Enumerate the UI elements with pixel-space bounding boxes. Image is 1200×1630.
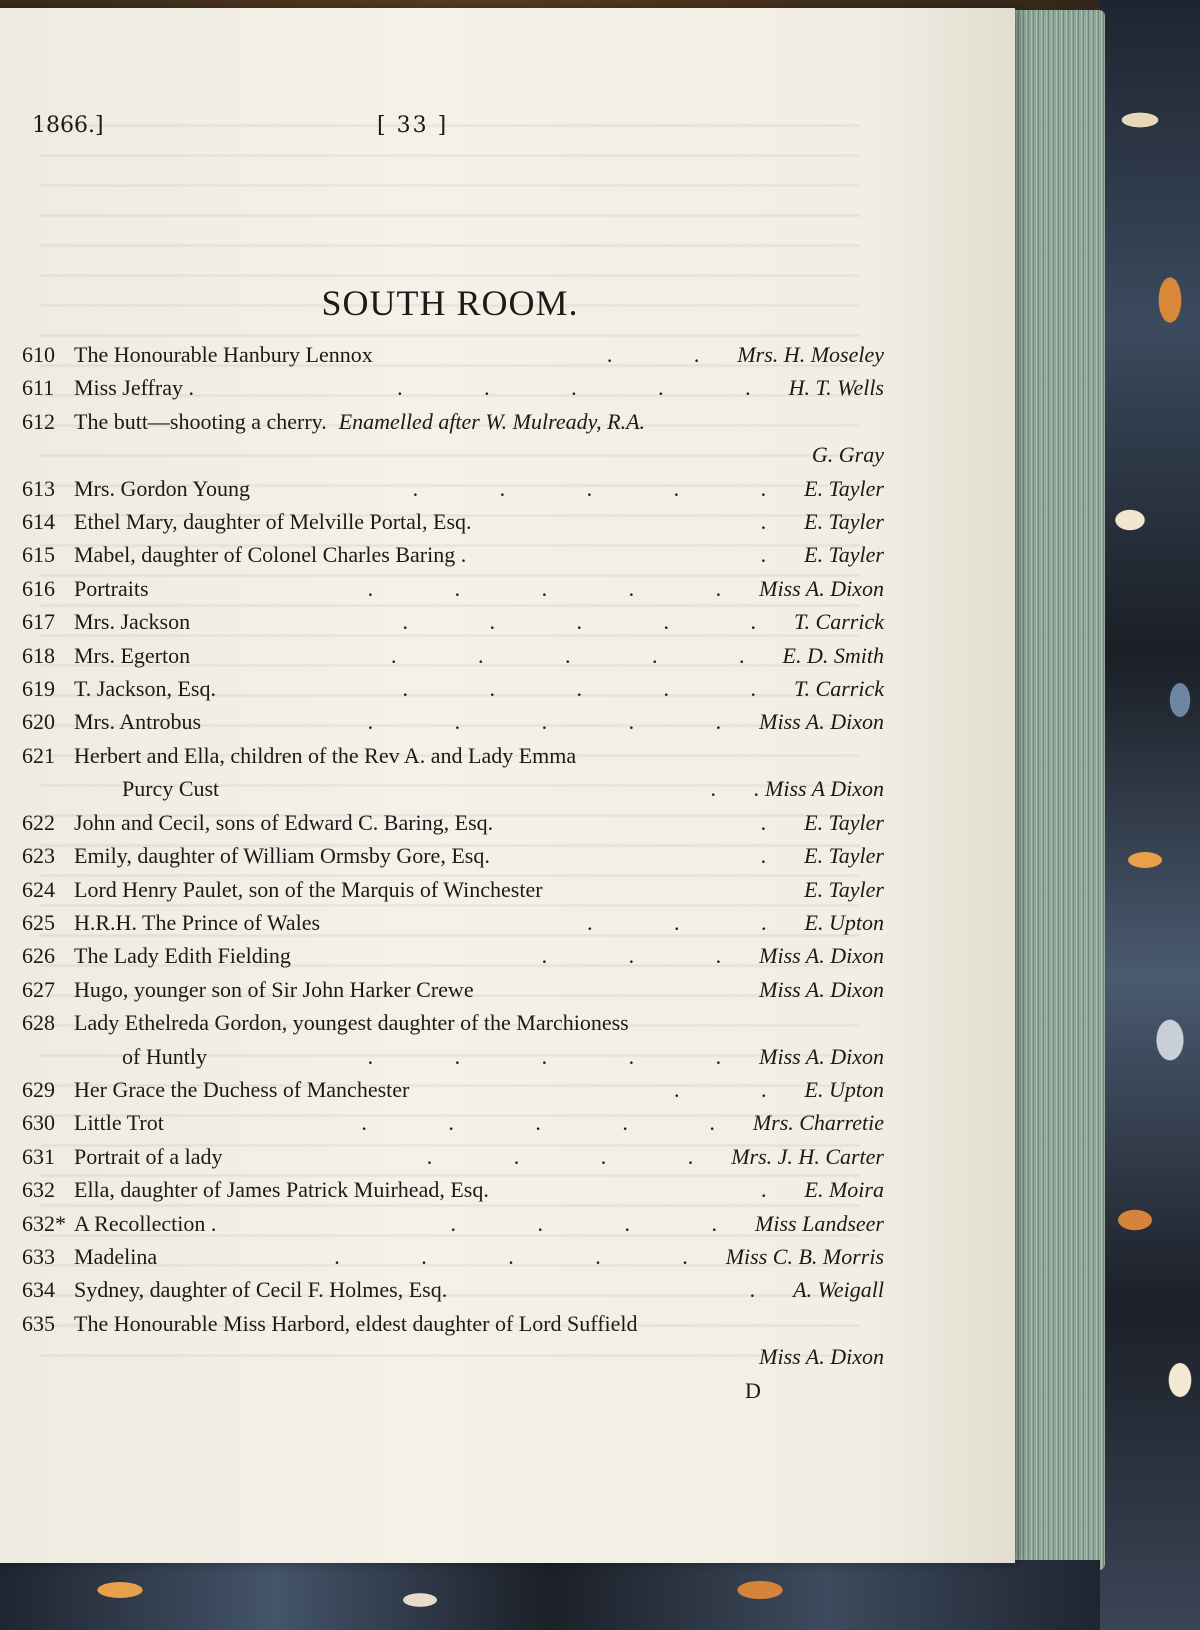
entry-artist: E. Tayler <box>804 876 884 902</box>
entry-line <box>22 973 884 1006</box>
catalogue-entry <box>22 1173 884 1206</box>
catalogue-entry <box>22 338 884 371</box>
entry-line <box>22 739 884 772</box>
entry-line <box>22 371 884 404</box>
entry-number: 628 <box>22 1010 55 1036</box>
dot-leader: . <box>760 843 805 869</box>
entry-title: Little Trot <box>74 1110 164 1136</box>
entry-title: The Lady Edith Fielding <box>74 943 291 969</box>
catalogue-entry <box>22 505 884 538</box>
entry-number: 611 <box>22 375 55 401</box>
catalogue-entry <box>22 1140 884 1173</box>
entry-line <box>22 1006 884 1039</box>
entry-line <box>22 1106 884 1139</box>
entry-line <box>22 572 884 605</box>
entry-number: 616 <box>22 575 55 601</box>
entry-title: John and Cecil, sons of Edward C. Baring, Esq. <box>74 809 494 835</box>
running-head-year: 1866.] <box>32 113 104 138</box>
entry-title-continued: of Huntly <box>122 1043 207 1069</box>
dot-leader: . . . . . <box>402 609 794 635</box>
entry-number: 618 <box>22 642 55 668</box>
entry-number: 610 <box>22 342 55 367</box>
entry-number: 629 <box>22 1076 55 1102</box>
entry-title: Lady Ethelreda Gordon, youngest daughter of the Marchioness <box>74 1010 629 1036</box>
catalogue-entry <box>22 1006 884 1073</box>
entry-title: Mabel, daughter of Colonel Charles Baring . <box>74 542 467 568</box>
entry-title: Ethel Mary, daughter of Melville Portal, Esq. <box>74 509 472 535</box>
entry-title: The Honourable Hanbury Lennox <box>74 342 373 367</box>
entry-number: 620 <box>22 709 55 735</box>
entry-artist: Mrs. Charretie <box>752 1110 884 1136</box>
entry-title: Portrait of a lady <box>74 1143 223 1169</box>
entry-artist: E. D. Smith <box>782 642 884 668</box>
signature-mark: D <box>745 1378 761 1403</box>
dot-leader: . . . . . <box>361 1110 753 1136</box>
catalogue-entry <box>22 1106 884 1139</box>
entry-artist: . Miss A Dixon <box>754 776 884 802</box>
catalogue-entry <box>22 1073 884 1106</box>
entry-line <box>22 672 884 705</box>
entry-title: Mrs. Egerton <box>74 642 191 668</box>
entry-number: 625 <box>22 909 55 935</box>
entry-title: Ella, daughter of James Patrick Muirhead, Esq. <box>74 1177 489 1203</box>
catalogue-entry <box>22 538 884 571</box>
entry-line <box>22 1207 884 1240</box>
entry-line <box>22 906 884 939</box>
entry-number: 621 <box>22 742 55 768</box>
entry-line <box>22 806 884 839</box>
entry-artist: E. Upton <box>804 909 884 935</box>
catalogue-entry <box>22 705 884 738</box>
entry-number: 627 <box>22 976 55 1002</box>
entry-number: 626 <box>22 943 55 969</box>
entry-line <box>22 505 884 538</box>
entry-number: 619 <box>22 676 55 702</box>
entry-number: 623 <box>22 843 55 869</box>
dot-leader: . . . . . <box>334 1243 726 1269</box>
entry-title: Her Grace the Duchess of Manchester <box>74 1076 410 1102</box>
entry-number: 624 <box>22 876 55 902</box>
entry-artist: Mrs. J. H. Carter <box>731 1143 884 1169</box>
dot-leader: . . . . . <box>367 1043 760 1069</box>
entry-line <box>22 472 884 505</box>
entry-title: Lord Henry Paulet, son of the Marquis of Winchester <box>74 876 543 902</box>
entry-artist: T. Carrick <box>793 609 884 635</box>
entry-number: 634 <box>22 1277 55 1303</box>
entry-line-continued <box>22 772 884 805</box>
entry-title: T. Jackson, Esq. <box>74 676 216 702</box>
entry-title: Emily, daughter of William Ormsby Gore, Esq. <box>74 843 490 869</box>
dot-leader: . . <box>606 342 738 367</box>
catalogue-entry <box>22 906 884 939</box>
dot-leader: . . <box>674 1076 805 1102</box>
entry-title: Sydney, daughter of Cecil F. Holmes, Esq. <box>74 1277 448 1303</box>
running-head-page-number: [ 33 ] <box>377 113 449 138</box>
entry-title: Madelina <box>74 1243 158 1269</box>
catalogue-entry <box>22 873 884 906</box>
running-head <box>32 113 882 153</box>
marbled-cover-edge <box>1100 0 1200 1630</box>
dot-leader: . <box>761 1177 805 1203</box>
catalogue-entry <box>22 639 884 672</box>
entry-number: 635 <box>22 1310 55 1336</box>
catalogue-entry <box>22 572 884 605</box>
entry-line <box>22 873 884 906</box>
catalogue-entry <box>22 1240 884 1273</box>
catalogue-entry <box>22 1273 884 1306</box>
dot-leader: . . . . . <box>412 475 805 501</box>
entry-title: The Honourable Miss Harbord, eldest daughter of Lord Suffield <box>74 1310 638 1336</box>
entry-title-continued: Purcy Cust <box>122 776 220 802</box>
entry-line <box>22 1273 884 1306</box>
catalogue-entry <box>22 1207 884 1240</box>
entry-note: Enamelled after W. Mulready, R.A. <box>338 408 646 434</box>
catalogue-entry <box>22 672 884 705</box>
catalogue-entry <box>22 371 884 404</box>
catalogue-entry <box>22 605 884 638</box>
dot-leader: . <box>760 809 805 835</box>
dot-leader: . . . . . <box>391 642 783 668</box>
catalogue-entry <box>22 806 884 839</box>
entry-number: 614 <box>22 509 55 535</box>
entry-line-continued <box>22 1040 884 1073</box>
entry-artist: Mrs. H. Moseley <box>737 342 884 367</box>
entry-title: Mrs. Gordon Young <box>74 475 251 501</box>
entry-line <box>22 639 884 672</box>
entry-line <box>22 1173 884 1206</box>
dot-leader: . . . . . <box>402 676 794 702</box>
entry-artist: E. Moira <box>804 1177 884 1203</box>
entry-line <box>22 705 884 738</box>
entry-artist: E. Tayler <box>804 809 884 835</box>
entry-line <box>22 839 884 872</box>
entry-number: 631 <box>22 1143 55 1169</box>
dot-leader: . . . . . <box>367 575 760 601</box>
entry-number: 622 <box>22 809 55 835</box>
entry-number: 633 <box>22 1243 55 1269</box>
catalogue-entry <box>22 1307 884 1374</box>
catalogue-entry <box>22 839 884 872</box>
entry-line <box>22 939 884 972</box>
entry-artist: Miss A. Dixon <box>759 943 884 969</box>
dot-leader: . . . <box>587 909 805 935</box>
entry-number: 632* <box>22 1210 66 1236</box>
entry-line <box>22 338 884 371</box>
entry-artist: H. T. Wells <box>788 375 884 401</box>
entry-number: 630 <box>22 1110 55 1136</box>
entry-line <box>22 1307 884 1340</box>
dot-leader: . . . . <box>450 1210 756 1236</box>
entry-title: Portraits <box>74 575 149 601</box>
entry-title: Hugo, younger son of Sir John Harker Crewe <box>74 976 474 1002</box>
entry-title: Miss Jeffray . <box>74 375 194 401</box>
dot-leader: . <box>710 776 755 802</box>
entry-artist: E. Tayler <box>804 475 884 501</box>
catalogue-entry <box>22 973 884 1006</box>
dot-leader: . . . . <box>426 1143 732 1169</box>
entry-artist: E. Tayler <box>804 542 884 568</box>
dot-leader: . <box>760 509 805 535</box>
entry-artist: Miss C. B. Morris <box>725 1243 884 1269</box>
entry-line <box>22 1240 884 1273</box>
dot-leader: . <box>760 542 805 568</box>
entry-line <box>22 538 884 571</box>
entry-number: 613 <box>22 475 55 501</box>
catalogue-entry <box>22 739 884 806</box>
entry-number: 617 <box>22 609 55 635</box>
dot-leader: . . . . . <box>397 375 789 401</box>
entry-title: Herbert and Ella, children of the Rev A. and Lady Emma <box>74 742 577 768</box>
catalogue-entry <box>22 472 884 505</box>
catalogue-entry <box>22 939 884 972</box>
dot-leader: . <box>749 1277 794 1303</box>
entry-title: A Recollection . <box>74 1210 217 1236</box>
entry-number: 632 <box>22 1177 55 1203</box>
entry-number: 612 <box>22 408 55 434</box>
catalogue-entry <box>22 405 884 472</box>
entry-artist: Miss A. Dixon <box>759 709 884 735</box>
entry-title: H.R.H. The Prince of Wales <box>74 909 321 935</box>
entry-artist: E. Tayler <box>804 843 884 869</box>
entry-title: The butt—shooting a cherry. <box>74 408 327 434</box>
entry-artist: Miss A. Dixon <box>759 1043 884 1069</box>
entry-title: Mrs. Antrobus <box>74 709 202 735</box>
entry-number: 615 <box>22 542 55 568</box>
catalogue-entries <box>22 338 884 1374</box>
entry-artist: Miss A. Dixon <box>759 575 884 601</box>
entry-line <box>22 405 884 438</box>
entry-artist: E. Upton <box>804 1076 884 1102</box>
entry-artist: Miss Landseer <box>755 1210 884 1236</box>
room-title: SOUTH ROOM. <box>321 283 579 324</box>
entry-artist: A. Weigall <box>793 1277 884 1303</box>
dot-leader: . . . <box>541 943 760 969</box>
entry-artist: G. Gray <box>811 442 884 468</box>
entry-line <box>22 605 884 638</box>
page-content <box>0 8 1015 1563</box>
entry-artist: T. Carrick <box>793 676 884 702</box>
dot-leader: . . . . . <box>367 709 760 735</box>
book-page <box>0 8 1015 1563</box>
entry-artist: E. Tayler <box>804 509 884 535</box>
entry-line <box>22 1073 884 1106</box>
page-edges <box>1010 10 1105 1570</box>
entry-line <box>22 1140 884 1173</box>
entry-artist: Miss A. Dixon <box>759 976 884 1002</box>
entry-title: Mrs. Jackson <box>74 609 191 635</box>
marbled-bottom-edge <box>0 1560 1100 1630</box>
entry-artist: Miss A. Dixon <box>759 1344 884 1370</box>
